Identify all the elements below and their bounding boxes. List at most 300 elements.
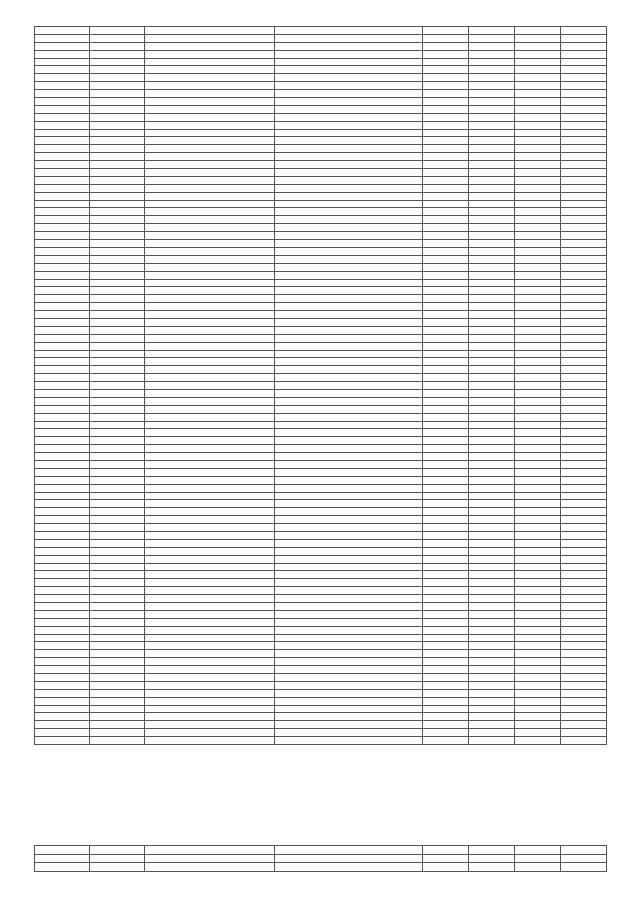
table-cell [469,445,515,453]
table-cell [423,279,469,287]
table-cell [561,697,607,705]
table-cell [35,618,90,626]
table-cell [35,713,90,721]
table-cell [35,642,90,650]
table-cell [561,532,607,540]
table-cell [35,358,90,366]
table-cell [35,318,90,326]
table-cell [469,366,515,374]
table-cell [469,224,515,232]
table-cell [469,311,515,319]
table-cell [145,689,275,697]
table-cell [469,358,515,366]
table-cell [90,445,145,453]
table-row [35,421,607,429]
table-cell [469,303,515,311]
table-row [35,579,607,587]
table-cell [35,42,90,50]
table-row [35,311,607,319]
table-cell [145,460,275,468]
table-cell [423,287,469,295]
table-cell [35,263,90,271]
table-cell [561,445,607,453]
table-cell [275,603,423,611]
table-cell [275,626,423,634]
table-cell [561,713,607,721]
table-cell [35,208,90,216]
table-cell [561,405,607,413]
table-cell [469,587,515,595]
table-cell [90,618,145,626]
table-cell [275,854,423,863]
table-cell [145,468,275,476]
table-cell [469,90,515,98]
table-cell [275,484,423,492]
table-cell [561,42,607,50]
table-cell [275,247,423,255]
table-cell [275,279,423,287]
table-cell [515,421,561,429]
table-cell [35,27,90,35]
table-row [35,121,607,129]
table-cell [145,90,275,98]
table-cell [275,846,423,855]
table-cell [561,642,607,650]
table-cell [275,634,423,642]
table-cell [561,453,607,461]
table-cell [275,334,423,342]
table-cell [469,595,515,603]
table-cell [90,98,145,106]
table-cell [423,587,469,595]
table-cell [515,547,561,555]
table-cell [515,121,561,129]
table-cell [145,539,275,547]
table-cell [423,413,469,421]
table-cell [423,389,469,397]
table-cell [469,271,515,279]
table-row [35,713,607,721]
table-cell [90,192,145,200]
table-cell [275,555,423,563]
table-cell [90,547,145,555]
table-cell [561,145,607,153]
table-row [35,295,607,303]
table-cell [35,350,90,358]
table-row [35,846,607,855]
table-cell [275,500,423,508]
table-cell [423,224,469,232]
table-cell [423,42,469,50]
table-row [35,358,607,366]
table-cell [145,145,275,153]
table-cell [35,492,90,500]
table-cell [90,334,145,342]
table-row [35,468,607,476]
table-cell [145,532,275,540]
table-cell [35,571,90,579]
table-cell [423,532,469,540]
table-cell [423,50,469,58]
table-cell [275,697,423,705]
table-cell [423,255,469,263]
table-cell [145,137,275,145]
table-row [35,650,607,658]
table-cell [35,303,90,311]
table-cell [423,98,469,106]
table-cell [275,350,423,358]
table-cell [515,279,561,287]
main-table [34,26,607,745]
table-cell [275,192,423,200]
table-cell [469,863,515,872]
table-cell [561,389,607,397]
table-cell [515,358,561,366]
table-cell [275,263,423,271]
table-cell [145,263,275,271]
table-row [35,476,607,484]
table-row [35,697,607,705]
table-cell [145,176,275,184]
table-cell [515,532,561,540]
table-cell [561,666,607,674]
table-cell [561,74,607,82]
table-cell [515,508,561,516]
table-cell [469,681,515,689]
table-cell [561,58,607,66]
table-cell [90,271,145,279]
table-cell [561,689,607,697]
table-cell [90,500,145,508]
table-cell [515,492,561,500]
table-cell [469,500,515,508]
table-cell [515,366,561,374]
table-cell [35,66,90,74]
table-cell [35,516,90,524]
table-cell [423,303,469,311]
table-cell [145,492,275,500]
table-cell [145,303,275,311]
table-row [35,326,607,334]
table-cell [145,555,275,563]
table-cell [423,595,469,603]
table-cell [469,82,515,90]
table-cell [35,863,90,872]
table-cell [90,484,145,492]
table-cell [90,74,145,82]
table-cell [275,595,423,603]
table-cell [423,58,469,66]
table-cell [423,729,469,737]
table-cell [515,208,561,216]
table-cell [90,468,145,476]
table-cell [515,161,561,169]
table-row [35,618,607,626]
table-row [35,658,607,666]
table-row [35,145,607,153]
table-cell [561,374,607,382]
table-cell [515,539,561,547]
table-cell [275,200,423,208]
table-cell [515,105,561,113]
table-row [35,729,607,737]
table-cell [145,255,275,263]
table-cell [35,484,90,492]
table-cell [145,326,275,334]
table-row [35,74,607,82]
table-cell [275,713,423,721]
table-cell [145,846,275,855]
table-cell [275,547,423,555]
table-cell [90,303,145,311]
table-cell [561,634,607,642]
table-cell [275,610,423,618]
table-cell [469,666,515,674]
table-cell [423,342,469,350]
table-cell [275,579,423,587]
table-cell [423,626,469,634]
table-cell [145,579,275,587]
table-cell [561,161,607,169]
table-cell [423,650,469,658]
table-cell [469,98,515,106]
table-row [35,484,607,492]
table-cell [275,453,423,461]
table-cell [275,445,423,453]
table-cell [515,318,561,326]
table-cell [35,169,90,177]
table-cell [145,98,275,106]
table-cell [145,563,275,571]
table-cell [423,705,469,713]
table-cell [515,145,561,153]
table-cell [35,437,90,445]
table-row [35,413,607,421]
table-cell [423,326,469,334]
table-cell [145,153,275,161]
table-cell [423,429,469,437]
table-cell [90,342,145,350]
table-row [35,232,607,240]
table-cell [469,279,515,287]
table-cell [275,153,423,161]
table-cell [469,161,515,169]
table-row [35,705,607,713]
table-cell [145,105,275,113]
table-cell [90,279,145,287]
table-cell [35,854,90,863]
table-cell [515,34,561,42]
table-cell [90,492,145,500]
table-cell [35,311,90,319]
table-cell [515,247,561,255]
table-cell [469,42,515,50]
table-cell [469,674,515,682]
table-cell [469,492,515,500]
table-cell [145,366,275,374]
table-cell [35,184,90,192]
table-cell [145,34,275,42]
table-cell [275,397,423,405]
table-cell [423,334,469,342]
table-row [35,318,607,326]
table-row [35,200,607,208]
table-cell [145,721,275,729]
table-cell [469,532,515,540]
table-cell [515,82,561,90]
table-cell [90,169,145,177]
table-cell [469,508,515,516]
table-cell [469,405,515,413]
table-cell [469,460,515,468]
table-cell [90,595,145,603]
table-cell [423,105,469,113]
table-cell [35,532,90,540]
table-cell [469,516,515,524]
table-cell [423,689,469,697]
table-row [35,287,607,295]
table-cell [275,326,423,334]
table-cell [145,389,275,397]
table-cell [145,587,275,595]
table-cell [275,318,423,326]
table-cell [561,492,607,500]
table-cell [35,232,90,240]
table-cell [423,539,469,547]
table-cell [515,846,561,855]
table-cell [561,216,607,224]
table-row [35,689,607,697]
table-cell [145,437,275,445]
table-cell [90,658,145,666]
table-cell [515,681,561,689]
table-cell [90,524,145,532]
table-cell [145,476,275,484]
table-cell [275,145,423,153]
table-cell [469,153,515,161]
table-cell [90,311,145,319]
table-cell [35,547,90,555]
table-cell [469,34,515,42]
table-cell [561,524,607,532]
table-cell [275,468,423,476]
table-cell [561,66,607,74]
table-cell [469,255,515,263]
table-cell [275,232,423,240]
table-cell [561,169,607,177]
table-cell [145,240,275,248]
table-cell [515,626,561,634]
table-cell [561,318,607,326]
table-cell [423,603,469,611]
table-cell [561,460,607,468]
table-cell [275,705,423,713]
table-cell [145,610,275,618]
table-cell [145,571,275,579]
table-cell [90,563,145,571]
table-cell [561,437,607,445]
table-row [35,137,607,145]
table-row [35,263,607,271]
table-cell [90,374,145,382]
table-cell [275,492,423,500]
table-cell [469,697,515,705]
table-cell [423,113,469,121]
table-cell [561,105,607,113]
table-cell [515,113,561,121]
table-cell [35,697,90,705]
table-cell [423,445,469,453]
table-cell [275,161,423,169]
table-row [35,539,607,547]
table-cell [35,255,90,263]
table-cell [90,405,145,413]
table-cell [90,358,145,366]
table-cell [35,650,90,658]
table-cell [469,658,515,666]
table-cell [515,650,561,658]
table-cell [275,658,423,666]
table-row [35,571,607,579]
table-cell [515,295,561,303]
table-cell [515,555,561,563]
table-cell [469,429,515,437]
table-cell [275,82,423,90]
table-row [35,642,607,650]
table-cell [90,610,145,618]
table-cell [90,34,145,42]
table-cell [275,539,423,547]
table-cell [423,397,469,405]
table-cell [275,737,423,745]
table-cell [90,429,145,437]
table-cell [275,27,423,35]
table-cell [90,737,145,745]
table-cell [145,121,275,129]
table-cell [275,508,423,516]
table-cell [35,476,90,484]
table-cell [515,618,561,626]
table-cell [90,579,145,587]
table-cell [90,326,145,334]
table-cell [515,595,561,603]
table-cell [275,382,423,390]
table-cell [515,674,561,682]
table-cell [145,58,275,66]
table-cell [469,854,515,863]
table-cell [275,516,423,524]
table-cell [35,192,90,200]
table-cell [561,255,607,263]
table-cell [275,563,423,571]
table-cell [515,571,561,579]
table-cell [90,153,145,161]
table-cell [90,82,145,90]
table-cell [469,208,515,216]
table-cell [423,208,469,216]
table-cell [469,176,515,184]
table-cell [90,121,145,129]
table-cell [90,295,145,303]
table-cell [90,200,145,208]
table-cell [275,184,423,192]
main-table-body [35,27,607,745]
table-cell [515,200,561,208]
table-cell [469,634,515,642]
table-cell [35,374,90,382]
table-cell [275,476,423,484]
table-cell [35,429,90,437]
